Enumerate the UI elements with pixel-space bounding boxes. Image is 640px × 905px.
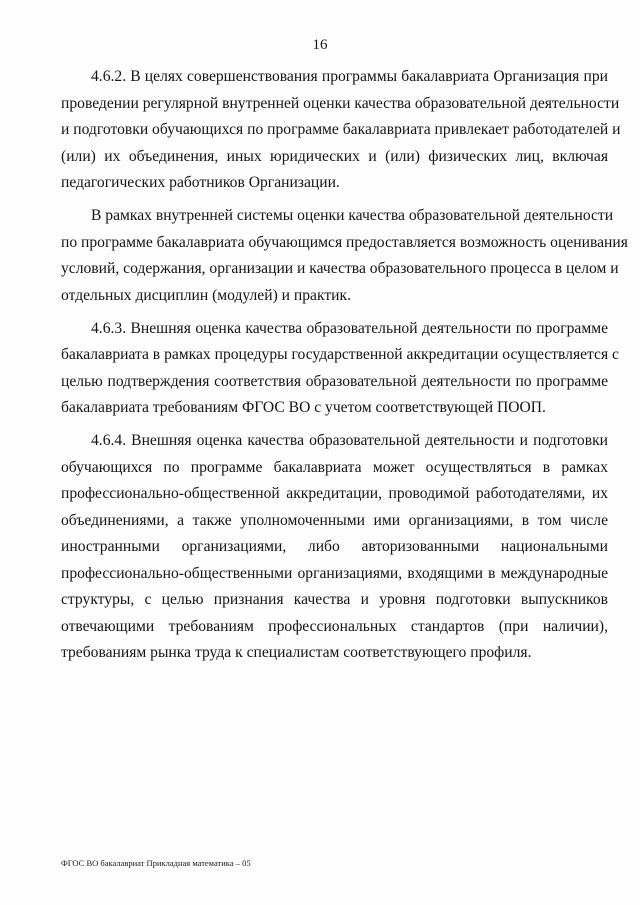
text-line: педагогических работников Организации.: [61, 174, 340, 191]
text-line: 4.6.3. Внешняя оценка качества образовательной деятельности по программе: [91, 319, 608, 337]
text-line: целью подтверждения соответствия образовательной деятельности по программе: [61, 372, 608, 390]
text-line: обучающихся по программе бакалавриата может осуществляться в рамках: [61, 458, 608, 476]
text-line: проведении регулярной внутренней оценки качества образовательной деятельности: [61, 94, 620, 112]
paragraph-internal-assessment: [61, 203, 628, 309]
text-line: профессионально-общественными организациями, входящими в международные: [61, 564, 608, 582]
text-line: условий, содержания, организации и качества образовательного процесса в целом и: [61, 260, 619, 277]
text-line: иностранными организациями, либо авторизованными национальными: [61, 538, 608, 555]
paragraph-4-6-4: [61, 428, 608, 667]
text-line: отвечающими требованиям профессиональных стандартов (при наличии),: [61, 617, 608, 635]
paragraph-4-6-3: [61, 316, 619, 422]
text-line: 4.6.2. В целях совершенствования программы бакалавриата Организация при: [91, 68, 608, 85]
text-line: требованиям рынка труда к специалистам соответствующего профиля.: [61, 644, 532, 661]
text-line: бакалавриата требованиям ФГОС ВО с учетом соответствующей ПООП.: [61, 399, 546, 416]
text-line: объединениями, а также уполномоченными ими организациями, в том числе: [61, 511, 608, 529]
text-line: структуры, с целью признания качества и уровня подготовки выпускников: [61, 591, 608, 608]
document-footer: ФГОС ВО бакалавриат Прикладная математика – 05: [61, 858, 251, 868]
page-number: 16: [312, 37, 328, 53]
text-line: В рамках внутренней системы оценки качества образовательной деятельности: [91, 207, 614, 224]
document-body: [61, 64, 628, 673]
text-line: по программе бакалавриата обучающимся предоставляется возможность оценивания: [61, 233, 628, 251]
text-line: отдельных дисциплин (модулей) и практик.: [61, 286, 351, 304]
text-line: профессионально-общественной аккредитации, проводимой работодателями, их: [61, 485, 608, 502]
text-line: бакалавриата в рамках процедуры государственной аккредитации осуществляется с: [61, 346, 619, 363]
text-line: 4.6.4. Внешняя оценка качества образовательной деятельности и подготовки: [91, 432, 608, 449]
paragraph-4-6-2: [61, 64, 621, 197]
text-line: (или) их объединения, иных юридических и (или) физических лиц, включая: [61, 147, 608, 165]
text-line: и подготовки обучающихся по программе бакалавриата привлекает работодателей и: [61, 121, 621, 138]
